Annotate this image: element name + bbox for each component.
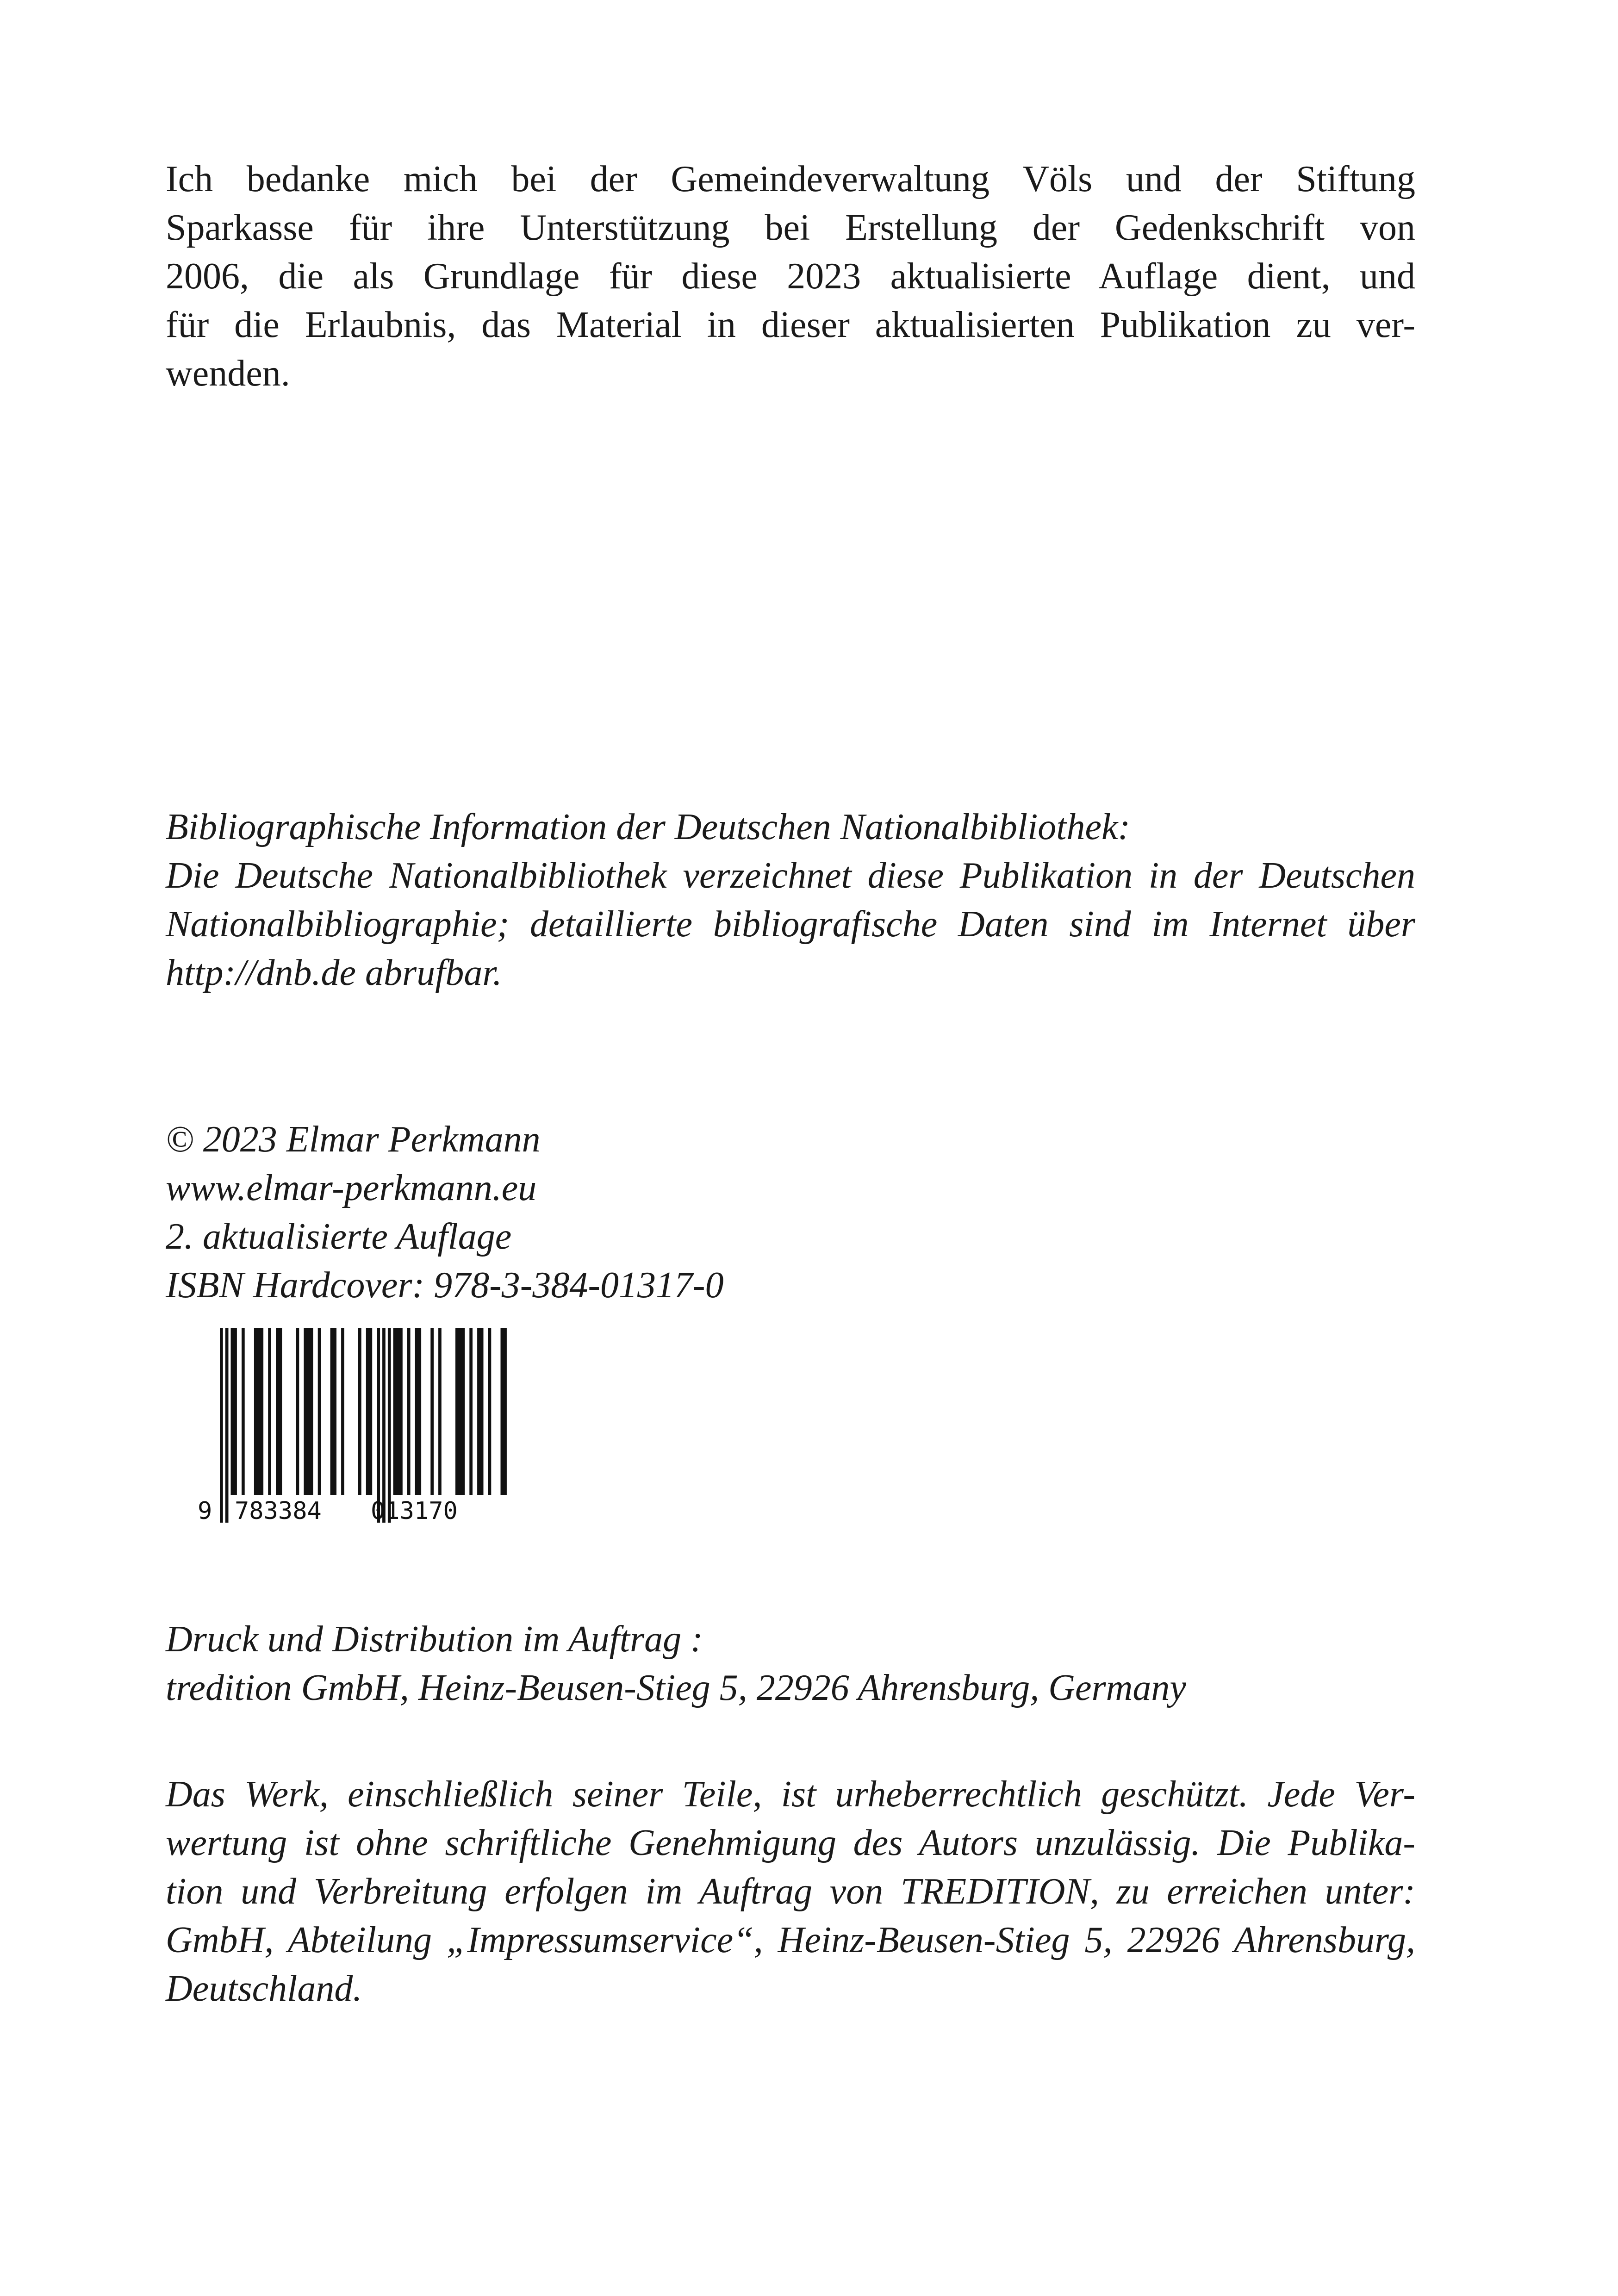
barcode-bar: [477, 1328, 483, 1495]
barcode-bar: [304, 1328, 313, 1495]
barcode-bar: [488, 1328, 492, 1495]
rights-line: wertung ist ohne schriftliche Genehmigung des Autors unzulässig. Die Publika-: [166, 1823, 1415, 1863]
barcode-guard-bar: [388, 1328, 391, 1523]
barcode-bar: [393, 1328, 403, 1495]
acknowledgement-line: wenden.: [166, 353, 290, 394]
barcode-bar: [341, 1328, 344, 1495]
acknowledgement-line: für die Erlaubnis, das Material in dieser aktualisierten Publikation zu ver-: [166, 305, 1415, 345]
barcode-guard-bar: [220, 1328, 223, 1523]
acknowledgement-line: 2006, die als Grundlage für diese 2023 aktualisierte Auflage dient, und: [166, 256, 1415, 297]
copyright-block: [166, 1115, 1415, 1310]
rights-line: Deutschland.: [166, 1968, 362, 2009]
barcode-bar: [330, 1328, 336, 1495]
barcode-bar: [358, 1328, 361, 1495]
bibliographic-information: [166, 803, 1415, 997]
barcode-right-digits: 013170: [371, 1497, 458, 1523]
publisher-address: tredition GmbH, Heinz-Beusen-Stieg 5, 22926 Ahrensburg, Germany: [166, 1668, 1186, 1708]
biblio-line: Nationalbibliographie; detaillierte bibliografische Daten sind im Internet über: [166, 904, 1415, 945]
acknowledgement-line: Sparkasse für ihre Unterstützung bei Erstellung der Gedenkschrift von: [166, 207, 1415, 248]
barcode-bars: [220, 1328, 511, 1523]
barcode-bar: [438, 1328, 442, 1495]
barcode-bar: [231, 1328, 237, 1495]
biblio-line: Die Deutsche Nationalbibliothek verzeichnet diese Publikation in der Deutschen: [166, 855, 1415, 896]
isbn-barcode: [192, 1328, 511, 1523]
isbn-line: ISBN Hardcover: 978-3-384-01317-0: [166, 1265, 724, 1306]
barcode-bar: [430, 1328, 434, 1495]
website-link[interactable]: www.elmar-perkmann.eu: [166, 1168, 537, 1208]
barcode-left-digits: 783384: [235, 1497, 322, 1523]
barcode-bar: [242, 1328, 245, 1495]
barcode-bar: [469, 1328, 473, 1495]
acknowledgement-line: Ich bedanke mich bei der Gemeindeverwaltung Völs und der Stiftung: [166, 159, 1415, 199]
barcode-bar: [407, 1328, 411, 1495]
biblio-line: http://dnb.de abrufbar.: [166, 952, 502, 993]
barcode-bar: [254, 1328, 263, 1495]
barcode-bar: [268, 1328, 271, 1495]
acknowledgement-paragraph: [166, 155, 1415, 398]
rights-line: tion und Verbreitung erfolgen im Auftrag von TREDITION, zu erreichen unter:: [166, 1871, 1415, 1912]
rights-line: GmbH, Abteilung „Impressumservice“, Heinz-Beusen-Stieg 5, 22926 Ahrensburg,: [166, 1920, 1415, 1960]
barcode-bar: [455, 1328, 465, 1495]
barcode-bar: [501, 1328, 507, 1495]
biblio-heading: Bibliographische Information der Deutschen Nationalbibliothek:: [166, 807, 1131, 847]
barcode-guard-bar: [377, 1328, 380, 1523]
barcode-guard-bar: [225, 1328, 229, 1523]
barcode-guard-bar: [382, 1328, 386, 1523]
rights-line: Das Werk, einschließlich seiner Teile, ist urheberrechtlich geschützt. Jede Ver-: [166, 1774, 1415, 1815]
print-line: Druck und Distribution im Auftrag :: [166, 1619, 703, 1660]
barcode-bar: [276, 1328, 282, 1495]
barcode-bar: [318, 1328, 321, 1495]
edition-line: 2. aktualisierte Auflage: [166, 1216, 512, 1257]
barcode-bar: [296, 1328, 299, 1495]
barcode-first-digit: 9: [198, 1497, 212, 1523]
barcode-bar: [366, 1328, 372, 1495]
print-distribution: [166, 1615, 1415, 1712]
barcode-bar: [415, 1328, 421, 1495]
copyright-line: © 2023 Elmar Perkmann: [166, 1119, 541, 1160]
rights-notice: [166, 1770, 1415, 2013]
